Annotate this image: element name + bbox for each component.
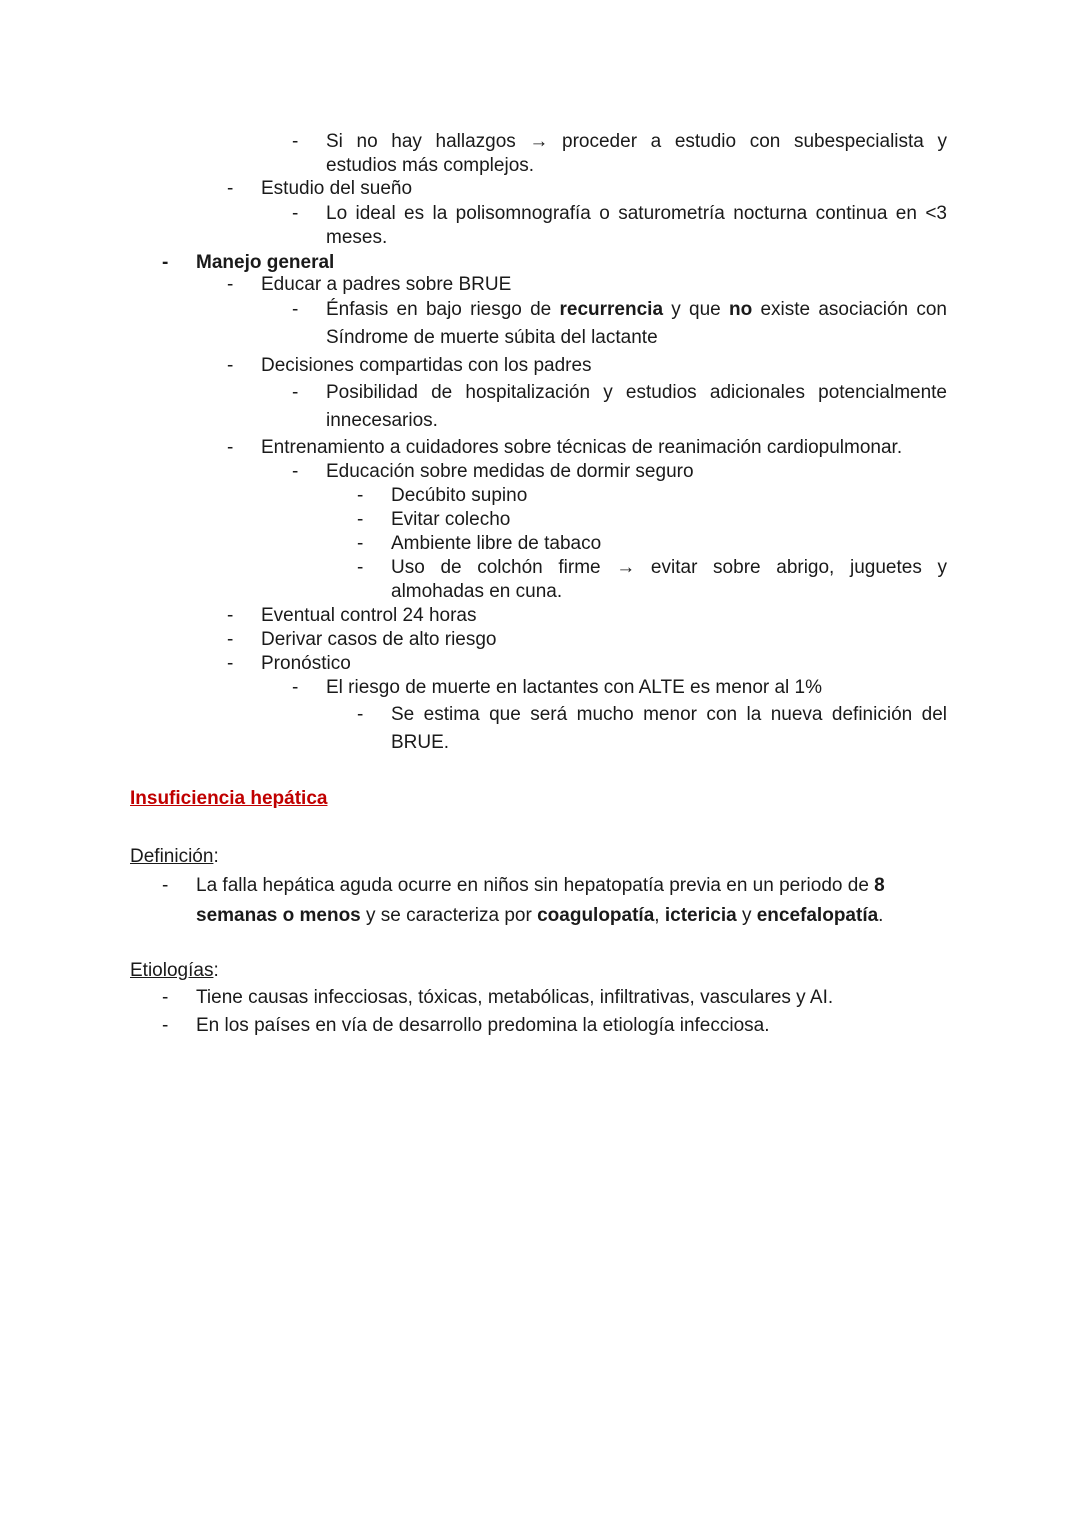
list-item-text: semanas o menos y se caracteriza por coagulopatía, ictericia y encefalopatía. — [196, 905, 884, 926]
list-item-text: Posibilidad de hospitalización y estudios adicionales potencialmente — [326, 382, 947, 403]
bullet-dash: - — [357, 533, 364, 554]
list-item-text: innecesarios. — [326, 410, 438, 431]
list-item-text: Tiene causas infecciosas, tóxicas, metabólicas, infiltrativas, vasculares y AI. — [196, 987, 834, 1008]
list-item-text: La falla hepática aguda ocurre en niños sin hepatopatía previa en un periodo de 8 — [196, 875, 885, 896]
bullet-dash: - — [357, 509, 364, 530]
list-item-text: meses. — [326, 227, 388, 248]
list-item-text: Pronóstico — [261, 653, 351, 674]
etiology-label: Etiologías: — [130, 960, 219, 981]
list-item-text: Síndrome de muerte súbita del lactante — [326, 327, 658, 348]
list-item-text: Estudio del sueño — [261, 178, 413, 199]
bullet-dash: - — [227, 178, 234, 199]
bullet-dash: - — [227, 274, 234, 295]
bullet-dash: - — [292, 382, 299, 403]
section-title: Insuficiencia hepática — [130, 788, 328, 809]
list-item-text: Se estima que será mucho menor con la nueva definición del — [391, 704, 947, 725]
list-item-text: Derivar casos de alto riesgo — [261, 629, 497, 650]
bullet-dash: - — [227, 437, 234, 458]
bullet-dash: - — [357, 557, 364, 578]
bullet-dash: - — [292, 677, 299, 698]
bullet-dash: - — [357, 485, 364, 506]
bullet-dash: - — [227, 653, 234, 674]
list-item-text: Eventual control 24 horas — [261, 605, 477, 626]
list-item-text: Decúbito supino — [391, 485, 528, 506]
bullet-dash: - — [227, 605, 234, 626]
list-item-text: Entrenamiento a cuidadores sobre técnicas de reanimación cardiopulmonar. — [261, 437, 903, 458]
list-item-text: Decisiones compartidas con los padres — [261, 355, 592, 376]
bullet-dash: - — [292, 131, 299, 152]
list-item-text: En los países en vía de desarrollo predomina la etiología infecciosa. — [196, 1015, 770, 1036]
list-item-text: Ambiente libre de tabaco — [391, 533, 602, 554]
list-item-text: Uso de colchón firme → evitar sobre abrigo, juguetes y — [391, 557, 947, 578]
list-item-text: BRUE. — [391, 732, 450, 753]
list-item-text: almohadas en cuna. — [391, 581, 563, 602]
list-item-text: Evitar colecho — [391, 509, 511, 530]
bullet-dash: - — [227, 629, 234, 650]
subsection-heading: Manejo general — [196, 252, 335, 273]
bullet-dash: - — [162, 1015, 169, 1036]
definition-label: Definición: — [130, 846, 219, 867]
list-item-text: Lo ideal es la polisomnografía o saturometría nocturna continua en <3 — [326, 203, 947, 224]
list-item-text: Si no hay hallazgos → proceder a estudio con subespecialista y — [326, 131, 947, 152]
list-item-text: El riesgo de muerte en lactantes con ALTE es menor al 1% — [326, 677, 823, 698]
bullet-dash: - — [162, 252, 169, 273]
bullet-dash: - — [162, 875, 169, 896]
list-item-text: Énfasis en bajo riesgo de recurrencia y que no existe asociación con — [326, 299, 947, 320]
bullet-dash: - — [292, 203, 299, 224]
bullet-dash: - — [227, 355, 234, 376]
list-item-text: estudios más complejos. — [326, 155, 535, 176]
list-item-text: Educación sobre medidas de dormir seguro — [326, 461, 694, 482]
bullet-dash: - — [162, 987, 169, 1008]
bullet-dash: - — [292, 299, 299, 320]
list-item-text: Educar a padres sobre BRUE — [261, 274, 512, 295]
bullet-dash: - — [292, 461, 299, 482]
bullet-dash: - — [357, 704, 364, 725]
